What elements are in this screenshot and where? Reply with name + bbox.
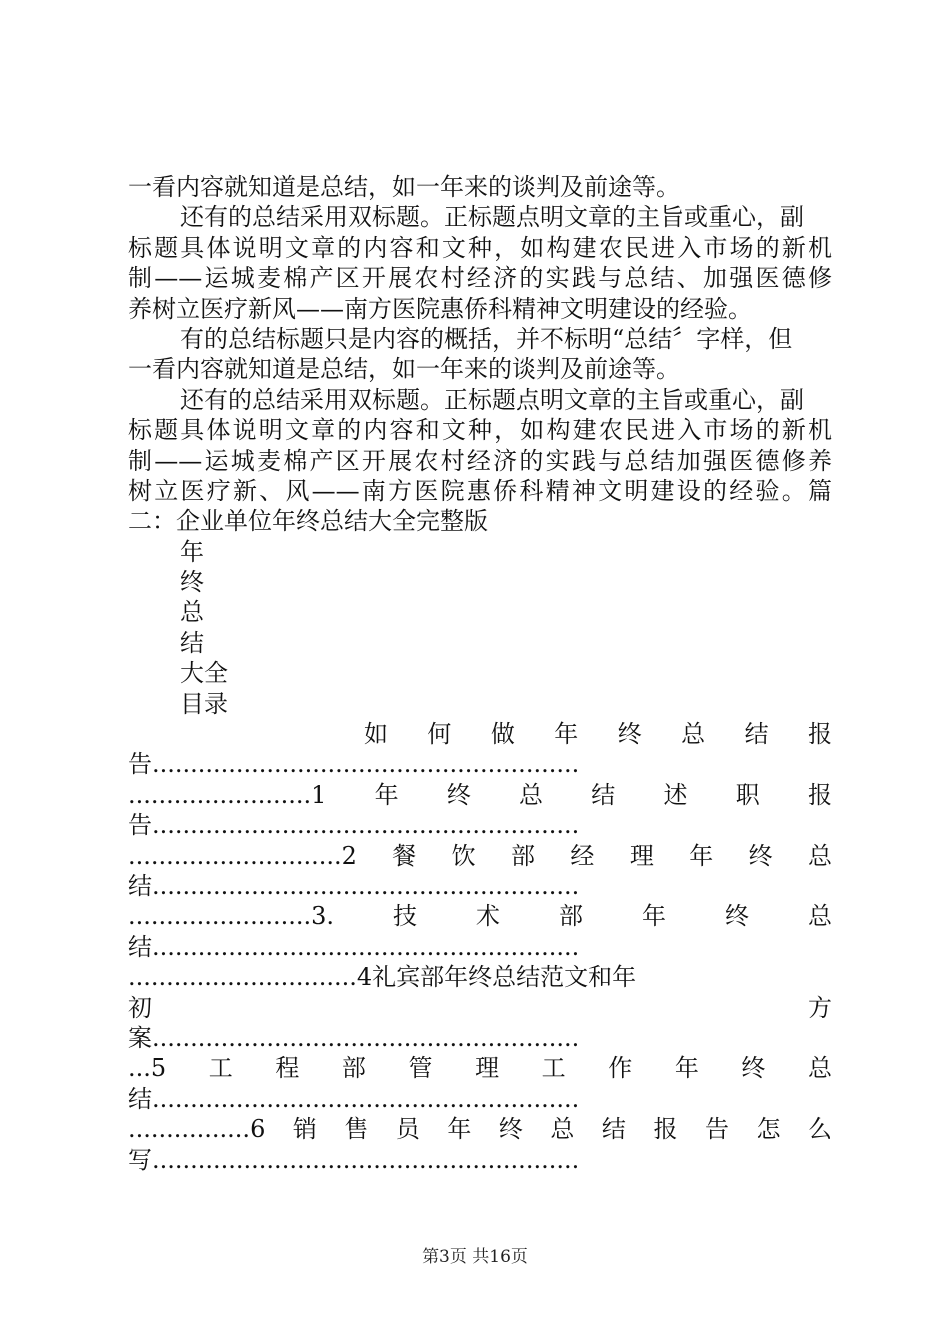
vertical-title-char: 总 <box>180 598 204 627</box>
paragraph-line: 制——运城麦棉产区开展农村经济的实践与总结加强医德修养 <box>128 446 832 475</box>
vertical-title-char: 结 <box>180 628 204 657</box>
paragraph-line: 还有的总结采用双标题。正标题点明文章的主旨或重心，副 <box>180 385 804 414</box>
toc-line: ...5工程部管理工作年终总 <box>128 1054 832 1083</box>
toc-line: 案........................................................ <box>128 1023 580 1052</box>
paragraph-line: 标题具体说明文章的内容和文种，如构建农民进入市场的新机 <box>128 416 832 445</box>
paragraph-line: 树立医疗新、风——南方医院惠侨科精神文明建设的经验。篇 <box>128 476 832 505</box>
paragraph-line: 还有的总结采用双标题。正标题点明文章的主旨或重心，副 <box>180 203 804 232</box>
toc-line: 结........................................................ <box>128 871 580 900</box>
vertical-title-char: 年 <box>180 537 204 566</box>
toc-line: 告........................................................ <box>128 811 580 840</box>
toc-line: ................6销售员年终总结报告怎么 <box>128 1115 832 1144</box>
paragraph-line: 一看内容就知道是总结，如一年来的谈判及前途等。 <box>128 173 680 201</box>
toc-line: 结........................................................ <box>128 932 580 961</box>
toc-line: ........................3.技术部年终总 <box>128 902 832 931</box>
paragraph-line: 有的总结标题只是内容的概括，并不标明“总结〞字样，但 <box>180 324 793 353</box>
vertical-title-char: 终 <box>180 568 204 597</box>
toc-line: 初方 <box>128 993 832 1022</box>
paragraph-line: 养树立医疗新风——南方医院惠侨科精神文明建设的经验。 <box>128 294 752 323</box>
toc-heading: 目录 <box>180 689 228 718</box>
page-number-footer: 第3页 共16页 <box>422 1247 528 1267</box>
toc-line: 如何做年终总结报 <box>364 720 832 749</box>
toc-line: 结........................................................ <box>128 1084 580 1113</box>
toc-line: ............................2餐饮部经理年终总 <box>128 841 832 870</box>
paragraph-line: 标题具体说明文章的内容和文种，如构建农民进入市场的新机 <box>128 233 832 262</box>
toc-line: ........................1年终总结述职报 <box>128 780 832 809</box>
toc-line: 告........................................................ <box>128 750 580 779</box>
toc-line: ..............................4礼宾部年终总结范文和年 <box>128 963 637 992</box>
vertical-title-char: 大全 <box>180 659 228 688</box>
paragraph-line: 一看内容就知道是总结，如一年来的谈判及前途等。 <box>128 355 680 384</box>
paragraph-line: 制——运城麦棉产区开展农村经济的实践与总结、加强医德修 <box>128 264 832 293</box>
paragraph-line: 二：企业单位年终总结大全完整版 <box>128 507 488 536</box>
toc-line: 写........................................................ <box>128 1145 580 1174</box>
body-text <box>128 172 832 1175</box>
